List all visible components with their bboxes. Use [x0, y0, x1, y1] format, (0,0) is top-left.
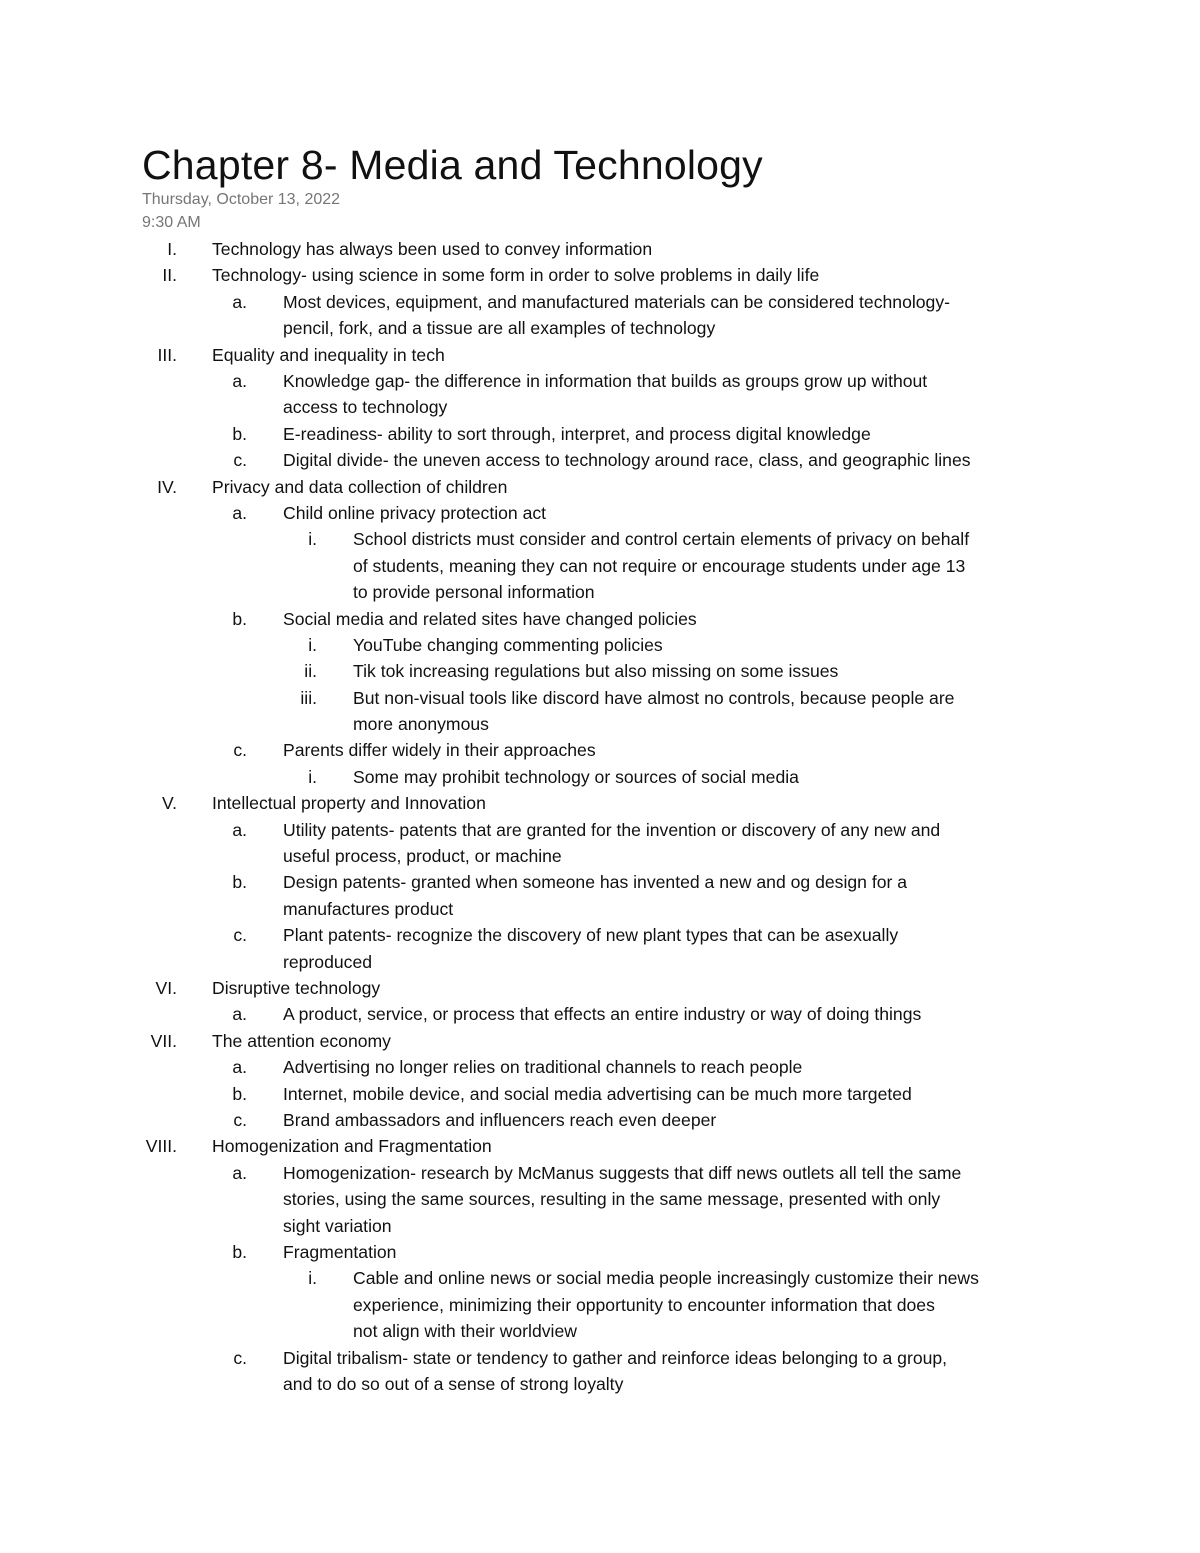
outline-text: pencil, fork, and a tissue are all examples of technology — [283, 318, 716, 339]
outline-marker: a. — [232, 1004, 247, 1025]
outline-item — [0, 1265, 1200, 1344]
outline-text: of students, meaning they can not require or encourage students under age 13 — [353, 555, 966, 576]
note-date: Thursday, October 13, 2022 — [142, 191, 341, 208]
outline-marker: II. — [162, 265, 177, 286]
page-title: Chapter 8- Media and Technology — [142, 142, 763, 188]
outline-item — [0, 474, 1200, 500]
outline-marker: b. — [232, 872, 247, 893]
outline-text: Brand ambassadors and influencers reach even deeper — [283, 1110, 717, 1130]
outline-item — [0, 922, 1200, 975]
outline-text: Homogenization and Fragmentation — [212, 1136, 492, 1157]
outline-text: Tik tok increasing regulations but also missing on some issues — [353, 661, 839, 682]
outline-item — [0, 685, 1200, 738]
outline-text: useful process, product, or machine — [283, 846, 562, 867]
outline-marker: ii. — [304, 661, 317, 682]
outline-marker: a. — [232, 1162, 247, 1183]
outline-item — [0, 289, 1200, 342]
outline-text: and to do so out of a sense of strong loyalty — [283, 1373, 624, 1394]
outline-marker: c. — [233, 925, 247, 946]
outline-text: more anonymous — [353, 714, 489, 735]
outline-marker: b. — [232, 1083, 247, 1104]
outline-marker: b. — [232, 423, 247, 444]
outline-item — [0, 368, 1200, 421]
outline-text: E-readiness- ability to sort through, interpret, and process digital knowledge — [283, 423, 871, 444]
outline-text: Most devices, equipment, and manufactured materials can be considered technology- — [283, 291, 950, 312]
outline-text: Plant patents- recognize the discovery of new plant types that can be asexually — [283, 925, 899, 946]
outline-item — [0, 1054, 1200, 1080]
outline-text: experience, minimizing their opportunity to encounter information that does — [353, 1294, 935, 1315]
outline-text: reproduced — [283, 951, 373, 972]
outline-text: sight variation — [283, 1215, 392, 1236]
outline-text: Technology- using science in some form in order to solve problems in daily life — [212, 265, 820, 286]
outline-item — [0, 658, 1200, 684]
outline-marker: IV. — [157, 476, 177, 497]
outline-item — [0, 790, 1200, 816]
outline-text: manufactures product — [283, 898, 454, 919]
outline-text: access to technology — [283, 397, 448, 418]
outline-item — [0, 1160, 1200, 1239]
outline-item — [0, 526, 1200, 605]
outline-marker: a. — [232, 819, 247, 840]
outline-marker: I. — [167, 239, 177, 259]
outline-marker: a. — [232, 1057, 247, 1078]
outline-marker: VII. — [150, 1030, 177, 1051]
outline-text: Privacy and data collection of children — [212, 476, 508, 497]
outline-text: Design patents- granted when someone has invented a new and og design for a — [283, 872, 908, 893]
outline-item — [0, 1133, 1200, 1159]
outline-text: Child online privacy protection act — [283, 502, 547, 523]
outline-text: Digital tribalism- state or tendency to gather and reinforce ideas belonging to a group, — [283, 1347, 948, 1368]
outline-item — [0, 817, 1200, 870]
outline-text: Disruptive technology — [212, 978, 381, 999]
outline-marker: i. — [308, 1268, 317, 1289]
outline-text: Social media and related sites have changed policies — [283, 608, 697, 629]
outline-marker: iii. — [300, 687, 317, 708]
outline-item — [0, 1081, 1200, 1107]
outline-text: Some may prohibit technology or sources of social media — [353, 766, 799, 787]
outline-item — [0, 1001, 1200, 1027]
outline-marker: V. — [161, 793, 177, 814]
outline-item — [0, 1239, 1200, 1265]
outline-item — [0, 869, 1200, 922]
outline-item — [0, 262, 1200, 288]
outline-marker: i. — [308, 529, 317, 550]
outline-list — [0, 236, 1200, 1397]
outline-text: Technology has always been used to convey information — [212, 239, 653, 259]
outline-text: A product, service, or process that effects an entire industry or way of doing things — [283, 1004, 922, 1025]
outline-item — [0, 500, 1200, 526]
note-time: 9:30 AM — [142, 214, 201, 231]
outline-marker: a. — [232, 291, 247, 312]
outline-item — [0, 1107, 1200, 1133]
outline-item — [0, 975, 1200, 1001]
outline-marker: VI. — [155, 978, 177, 999]
outline-text: Utility patents- patents that are granted for the invention or discovery of any new and — [283, 819, 941, 840]
outline-text: Intellectual property and Innovation — [212, 793, 486, 814]
outline-marker: c. — [233, 1110, 247, 1130]
outline-text: to provide personal information — [353, 582, 595, 603]
outline-text: stories, using the same sources, resulting in the same message, presented with only — [283, 1189, 941, 1210]
outline-item — [0, 447, 1200, 473]
outline-marker: VIII. — [145, 1136, 177, 1157]
outline-text: But non-visual tools like discord have almost no controls, because people are — [353, 687, 955, 708]
outline-marker: i. — [308, 766, 317, 787]
outline-item — [0, 342, 1200, 368]
outline-text: Homogenization- research by McManus suggests that diff news outlets all tell the same — [283, 1162, 962, 1183]
outline-text: Advertising no longer relies on traditional channels to reach people — [283, 1057, 803, 1078]
outline-marker: i. — [308, 634, 317, 655]
outline-marker: b. — [232, 1241, 247, 1262]
outline-item — [0, 632, 1200, 658]
outline-text: Cable and online news or social media people increasingly customize their news — [353, 1268, 979, 1289]
outline-marker: a. — [232, 502, 247, 523]
outline-marker: c. — [233, 740, 247, 761]
outline-marker: c. — [233, 1347, 247, 1368]
outline-item — [0, 421, 1200, 447]
outline-item — [0, 764, 1200, 790]
outline-text: YouTube changing commenting policies — [353, 634, 663, 655]
outline-text: The attention economy — [212, 1030, 391, 1051]
outline-marker: c. — [233, 450, 247, 471]
outline-marker: a. — [232, 370, 247, 391]
outline-item — [0, 737, 1200, 763]
outline-marker: III. — [157, 344, 177, 365]
outline-text: Internet, mobile device, and social media advertising can be much more targeted — [283, 1083, 912, 1104]
outline-text: Equality and inequality in tech — [212, 344, 445, 365]
outline-text: Parents differ widely in their approaches — [283, 740, 596, 761]
outline-text: not align with their worldview — [353, 1321, 577, 1342]
outline-text: School districts must consider and control certain elements of privacy on behalf — [353, 529, 970, 550]
outline-marker: b. — [232, 608, 247, 629]
outline-item — [0, 1028, 1200, 1054]
outline-text: Digital divide- the uneven access to technology around race, class, and geographic lines — [283, 450, 971, 471]
outline-item — [0, 1345, 1200, 1398]
outline-item — [0, 606, 1200, 632]
outline-text: Knowledge gap- the difference in information that builds as groups grow up without — [283, 370, 928, 391]
outline-item — [0, 236, 1200, 262]
outline-text: Fragmentation — [283, 1241, 397, 1262]
